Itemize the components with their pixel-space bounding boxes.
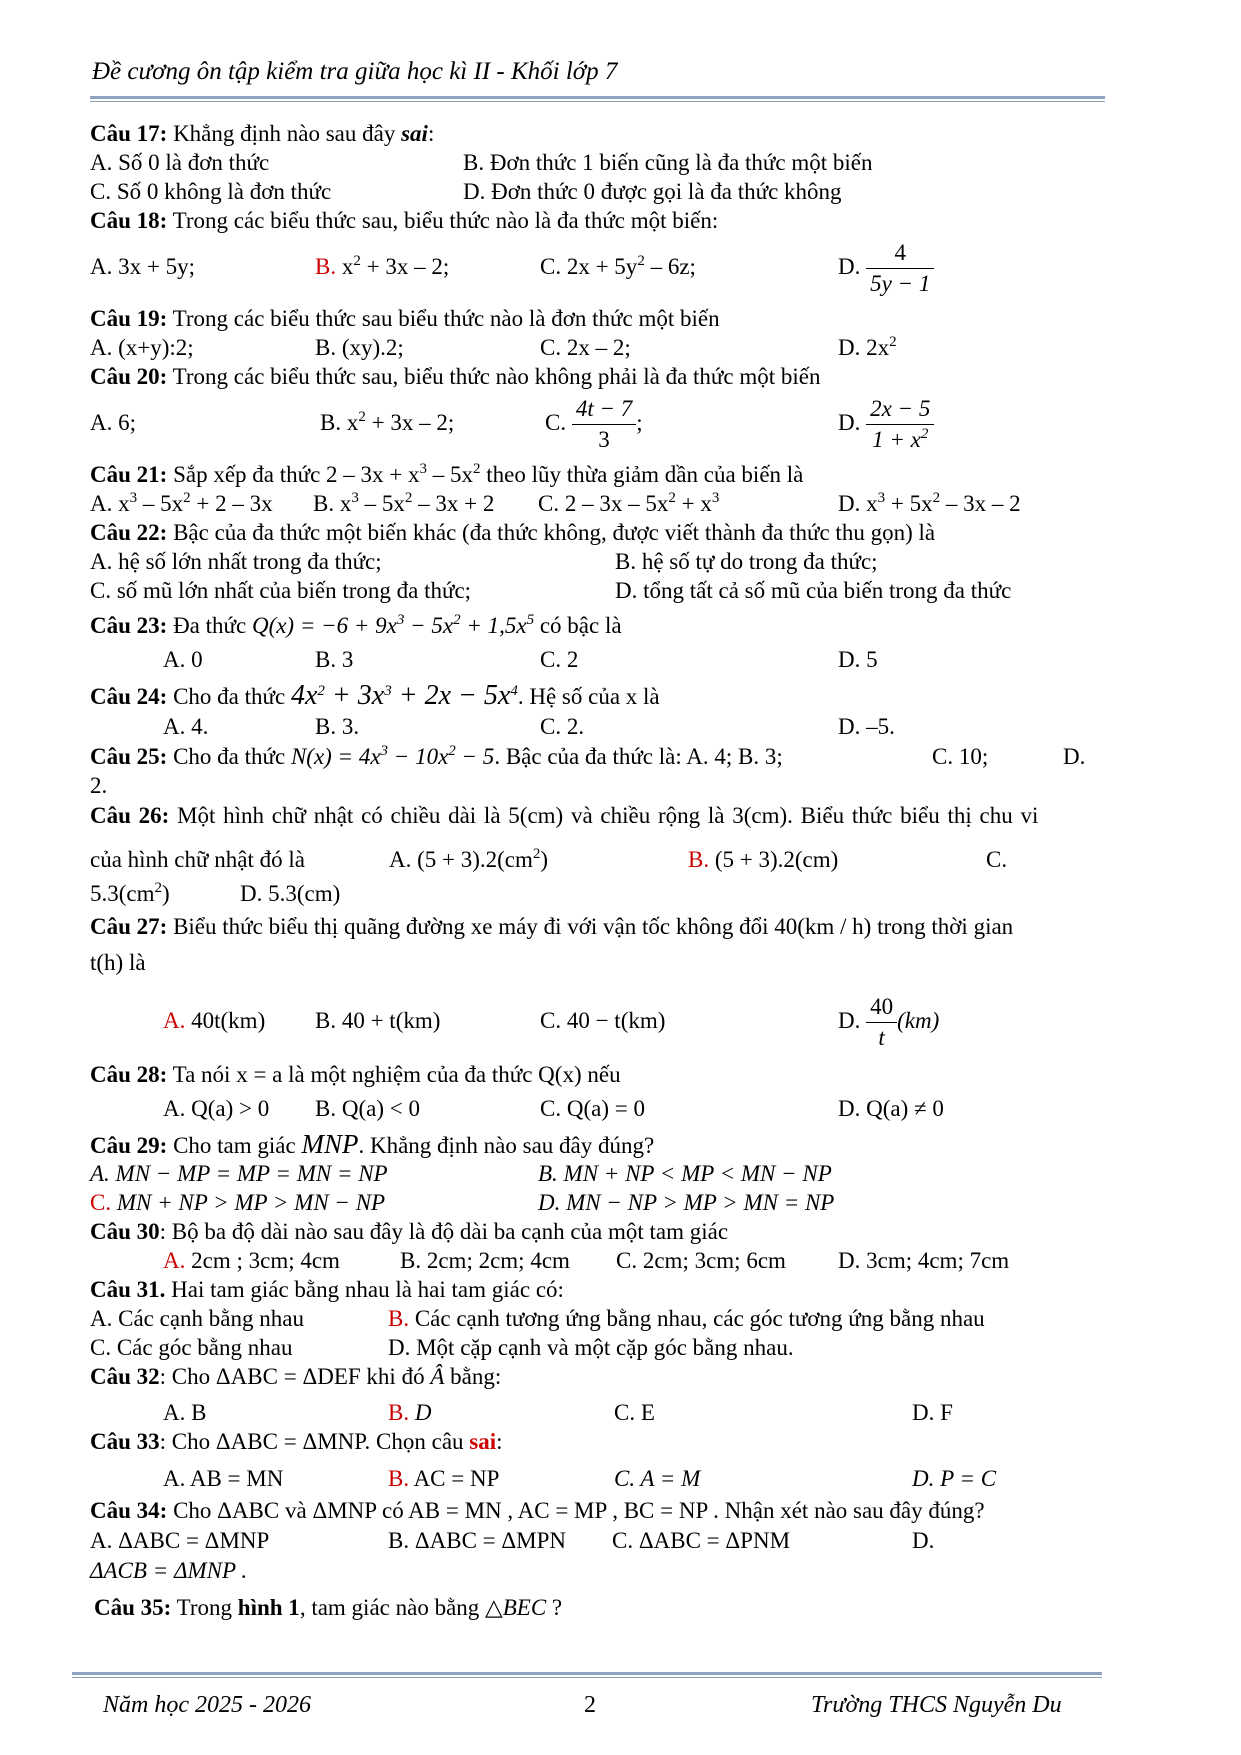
q28-text: Ta nói x = a là một nghiệm của đa thức Q(x) nếu — [172, 1062, 621, 1087]
q17-option-a: A. Số 0 là đơn thức — [90, 150, 270, 175]
q24-option-b: B. 3. — [315, 714, 360, 739]
q21-a-pre: A. x — [90, 491, 130, 516]
q29-c-text: MN + NP > MP > MN − NP — [111, 1190, 386, 1215]
q23-option-c: C. 2 — [540, 647, 579, 672]
q17-emph: sai — [401, 121, 428, 146]
q18-c-post: – 6z; — [644, 254, 696, 279]
q27-option-a — [163, 1007, 265, 1035]
q24-label: Câu 24: — [90, 684, 168, 709]
q21-question — [90, 461, 803, 489]
header-rule — [90, 96, 1105, 99]
q25-question — [90, 743, 783, 771]
q17-option-d: D. Đơn thức 0 được gọi là đa thức không — [463, 179, 842, 204]
footer-school: Trường THCS Nguyễn Du — [811, 1692, 1062, 1718]
q30-text: : Bộ ba độ dài nào sau đây là độ dài ba cạnh của một tam giác — [159, 1219, 729, 1244]
q26-c-exp: 2 — [154, 880, 163, 896]
q23-option-a: A. 0 — [163, 647, 203, 672]
q26-b-text: (5 + 3).2(cm) — [714, 847, 839, 872]
q33-question — [90, 1428, 503, 1456]
q21-a-exp2: 2 — [183, 490, 191, 506]
q33-option-a: A. AB = MN — [163, 1466, 284, 1491]
q21-d-exp2: 2 — [932, 490, 941, 506]
q18-question — [90, 207, 718, 235]
q21-option-b — [313, 490, 494, 518]
q26-text: Một hình chữ nhật có chiều dài là 5(cm) và chiều rộng là 3(cm). Biểu thức biểu thị chu vi — [177, 803, 1039, 828]
q25-option-d: D. — [1063, 744, 1086, 769]
q20-option-d — [838, 392, 934, 455]
q25-expr-pre: N(x) = 4x — [290, 744, 381, 769]
q22-label: Câu 22: — [90, 520, 168, 545]
q18-option-d — [838, 236, 934, 299]
footer-rule-thin — [72, 1677, 1102, 1678]
q21-option-a — [90, 490, 273, 518]
q29-option-a: A. MN − MP = MP = MN = NP — [90, 1161, 388, 1186]
q29-option-c — [90, 1189, 385, 1217]
q33-emph: sai — [469, 1429, 497, 1454]
q18-b-post: + 3x – 2; — [360, 254, 450, 279]
q25-text-pre: Cho đa thức — [173, 744, 291, 769]
q23-expr — [252, 613, 534, 638]
footer-year: Năm học 2025 - 2026 — [103, 1692, 311, 1718]
q19-label: Câu 19: — [90, 306, 168, 331]
q18-c-exp: 2 — [637, 253, 645, 269]
q18-d-fraction — [866, 238, 934, 299]
q28-option-d: D. Q(a) ≠ 0 — [838, 1096, 944, 1121]
q34-option-a: A. ΔABC = ΔMNP — [90, 1528, 270, 1553]
q32-option-c: C. E — [614, 1400, 655, 1425]
q35-question — [94, 1594, 562, 1622]
q24-exp3: 4 — [510, 683, 518, 699]
q27-option-b: B. 40 + t(km) — [315, 1008, 441, 1033]
q25-expr-mid: − 10x — [388, 744, 449, 769]
q24-e3: + 2x − 5x — [391, 680, 511, 711]
q21-c-pre: C. 2 – 3x – 5x — [538, 491, 669, 516]
q18-b-letter: B. — [315, 254, 337, 279]
q27-a-text: 40t(km) — [191, 1008, 266, 1033]
q30-a-text: 2cm ; 3cm; 4cm — [185, 1248, 340, 1273]
q35-text-post: , tam giác nào bằng — [299, 1595, 486, 1620]
q18-c-pre: C. 2x + 5y — [540, 254, 638, 279]
q20-d-den — [866, 425, 934, 455]
q17-option-c: C. Số 0 không là đơn thức — [90, 179, 332, 204]
q29-question — [90, 1130, 654, 1160]
q28-question — [90, 1061, 621, 1089]
q31-question — [90, 1276, 564, 1304]
q20-b-exp: 2 — [358, 409, 366, 425]
q19-option-c: C. 2x – 2; — [540, 335, 631, 360]
q17-option-b: B. Đơn thức 1 biến cũng là đa thức một biến — [463, 150, 873, 175]
q24-text-post: . Hệ số của x là — [517, 684, 660, 709]
q18-d-letter: D. — [838, 254, 861, 279]
q25-option-c: C. 10; — [932, 744, 989, 769]
q22-option-a: A. hệ số lớn nhất trong đa thức; — [90, 549, 382, 574]
q32-option-b — [388, 1399, 431, 1427]
q21-d-pre: D. x — [838, 491, 878, 516]
q31-option-c: C. Các góc bằng nhau — [90, 1335, 293, 1360]
q22-question — [90, 519, 935, 547]
q27-d-fraction — [866, 992, 897, 1053]
q24-exp1: 2 — [317, 683, 325, 699]
q32-b-letter: B. — [388, 1400, 410, 1425]
q27-d-den: t — [878, 1025, 885, 1051]
q27-question — [90, 913, 1013, 941]
q27-option-c: C. 40 − t(km) — [540, 1008, 666, 1033]
q24-option-c: C. 2. — [540, 714, 585, 739]
q26-option-c-value — [90, 880, 170, 908]
q20-d-fraction — [866, 394, 934, 455]
q34-option-d: D. — [912, 1528, 935, 1553]
q25-text-post: . Bậc của đa thức là: A. 4; B. 3; — [494, 744, 783, 769]
q34-option-d-value: ΔACB = ΔMNP . — [90, 1558, 248, 1583]
q18-text: Trong các biểu thức sau, biểu thức nào là đa thức một biến: — [172, 208, 719, 233]
q30-option-d: D. 3cm; 4cm; 7cm — [838, 1248, 1010, 1273]
q20-d-num: 2x − 5 — [866, 394, 934, 425]
q32-option-d: D. F — [912, 1400, 953, 1425]
q22-option-d: D. tổng tất cả số mũ của biến trong đa thức — [615, 578, 1012, 603]
q29-option-d: D. MN − NP > MP > MN = NP — [538, 1190, 835, 1215]
q21-a-post: + 2 – 3x — [190, 491, 273, 516]
q21-b-post: – 3x + 2 — [412, 491, 495, 516]
q18-d-den: 5y − 1 — [870, 271, 931, 297]
q26-a-text: A. (5 + 3).2(cm — [389, 847, 533, 872]
header-rule-thin — [90, 101, 1105, 102]
q32-text-post: bằng: — [444, 1364, 502, 1389]
q31-b-text: Các cạnh tương ứng bằng nhau, các góc tương ứng bằng nhau — [409, 1306, 985, 1331]
q34-text: Cho ΔABC và ΔMNP có AB = MN , AC = MP , BC = NP . Nhận xét nào sau đây đúng? — [173, 1498, 985, 1523]
q18-b-pre: x — [341, 254, 354, 279]
q21-a-mid: – 5x — [137, 491, 184, 516]
q19-question — [90, 305, 720, 333]
footer-page-number: 2 — [584, 1692, 596, 1718]
q21-d-post: – 3x – 2 — [940, 491, 1021, 516]
q32-text-pre: : Cho ΔABC = ΔDEF khi đó — [159, 1364, 431, 1389]
q23-exp2: 2 — [453, 612, 461, 628]
q29-text-pre: Cho tam giác — [173, 1133, 302, 1158]
q24-e1: 4x — [290, 680, 318, 711]
q27-d-num: 40 — [866, 992, 897, 1023]
q35-emph: hình 1 — [237, 1595, 300, 1620]
q21-c-post: + x — [675, 491, 712, 516]
q35-q: ? — [546, 1595, 563, 1620]
q23-expr-mid1: − 5x — [404, 613, 454, 638]
q33-colon: : — [496, 1429, 503, 1454]
q18-option-a: A. 3x + 5y; — [90, 254, 195, 279]
q20-d-den-text: 1 + x — [872, 427, 921, 453]
q31-text: Hai tam giác bằng nhau là hai tam giác có: — [165, 1277, 564, 1302]
q22-option-c: C. số mũ lớn nhất của biến trong đa thức; — [90, 578, 472, 603]
q34-label: Câu 34: — [90, 1498, 168, 1523]
q20-c-letter: C. — [545, 410, 567, 435]
q21-text-pre: Sắp xếp đa thức 2 – 3x + x — [173, 462, 420, 487]
q26-option-c: C. — [986, 847, 1008, 872]
q19-d-text: D. 2x — [838, 335, 890, 360]
q23-option-d: D. 5 — [838, 647, 878, 672]
q23-exp1: 3 — [396, 612, 405, 628]
q25-expr — [291, 744, 494, 769]
q23-expr-mid2: + 1,5x — [460, 613, 527, 638]
q23-exp3: 5 — [526, 612, 535, 628]
q25-exp2: 2 — [448, 743, 456, 759]
q19-option-b: B. (xy).2; — [315, 335, 404, 360]
q19-option-a: A. (x+y):2; — [90, 335, 194, 360]
q31-b-letter: B. — [388, 1306, 410, 1331]
q20-d-letter: D. — [838, 410, 861, 435]
q31-option-b — [388, 1305, 985, 1333]
q21-d-exp1: 3 — [877, 490, 886, 506]
q28-option-a: A. Q(a) > 0 — [163, 1096, 270, 1121]
q18-b-exp: 2 — [353, 253, 361, 269]
q21-text-post: theo lũy thừa giảm dần của biến là — [480, 462, 804, 487]
q20-d-exp: 2 — [920, 426, 929, 443]
q24-e2: + 3x — [324, 680, 385, 711]
q30-question — [90, 1218, 728, 1246]
q26-c-val: 5.3(cm — [90, 881, 155, 906]
q21-c-exp2: 3 — [711, 490, 720, 506]
q21-option-d — [838, 490, 1021, 518]
q23-text-pre: Đa thức — [173, 613, 252, 638]
q21-d-mid: + 5x — [885, 491, 933, 516]
q19-option-d — [838, 334, 897, 362]
q20-label: Câu 20: — [90, 364, 168, 389]
q27-d-letter: D. — [838, 1008, 861, 1033]
q35-triangle: △BEC — [485, 1595, 547, 1620]
q21-exp1: 3 — [419, 461, 428, 477]
q21-c-exp1: 2 — [668, 490, 676, 506]
q26-c-end: ) — [162, 881, 170, 906]
q17-text: Khẳng định nào sau đây — [173, 121, 402, 146]
q26-option-a — [389, 846, 548, 874]
q30-label: Câu 30 — [90, 1219, 160, 1244]
q19-d-exp: 2 — [889, 334, 897, 350]
q26-a-exp: 2 — [532, 846, 541, 862]
q23-expr-pre: Q(x) = −6 + 9x — [251, 613, 397, 638]
q34-question — [90, 1497, 985, 1525]
q27-option-d — [838, 990, 939, 1053]
q27-text: Biểu thức biểu thị quãng đường xe máy đi với vận tốc không đổi 40(km / h) trong thời gian — [173, 914, 1014, 939]
q31-option-d: D. Một cặp cạnh và một cặp góc bằng nhau. — [388, 1335, 794, 1360]
q25-exp1: 3 — [380, 743, 389, 759]
q27-d-unit: (km) — [897, 1008, 940, 1033]
q20-b-pre: B. x — [320, 410, 359, 435]
q26-option-d: D. 5.3(cm) — [240, 881, 341, 906]
q25-label: Câu 25: — [90, 744, 168, 769]
q29-label: Câu 29: — [90, 1133, 168, 1158]
q21-option-c — [538, 490, 719, 518]
q26-text2: của hình chữ nhật đó là — [90, 847, 305, 872]
q22-text: Bậc của đa thức một biến khác (đa thức không, được viết thành đa thức thu gọn) là — [167, 520, 936, 545]
footer-rule — [72, 1672, 1102, 1675]
q20-c-den: 3 — [598, 427, 610, 453]
q32-question — [90, 1363, 501, 1391]
q30-option-c: C. 2cm; 3cm; 6cm — [616, 1248, 786, 1273]
q23-label: Câu 23: — [90, 613, 168, 638]
q25-option-d-value: 2. — [90, 773, 108, 798]
q20-option-a: A. 6; — [90, 410, 136, 435]
q23-option-b: B. 3 — [315, 647, 354, 672]
q20-option-c — [545, 392, 643, 455]
q20-c-fraction — [572, 394, 636, 455]
q20-option-b — [320, 409, 454, 437]
page-header: Đề cương ôn tập kiểm tra giữa học kì II - Khối lớp 7 — [92, 58, 618, 85]
q27-label: Câu 27: — [90, 914, 168, 939]
q27-text2: t(h) là — [90, 950, 146, 975]
q33-option-c: C. A = M — [614, 1466, 701, 1491]
q31-option-a: A. Các cạnh bằng nhau — [90, 1306, 304, 1331]
q21-a-exp1: 3 — [129, 490, 138, 506]
q24-text-pre: Cho đa thức — [173, 684, 291, 709]
q20-b-post: + 3x – 2; — [365, 410, 455, 435]
q33-text: : Cho ΔABC = ΔMNP. Chọn câu — [159, 1429, 470, 1454]
q26-option-b — [688, 846, 838, 874]
q25-expr-post: − 5 — [455, 744, 495, 769]
q21-label: Câu 21: — [90, 462, 168, 487]
q22-option-b: B. hệ số tự do trong đa thức; — [615, 549, 878, 574]
q32-label: Câu 32 — [90, 1364, 160, 1389]
q24-exp2: 3 — [384, 683, 392, 699]
q17-question — [90, 120, 434, 148]
q35-text-pre: Trong — [171, 1595, 238, 1620]
q33-b-text: AC = NP — [409, 1466, 500, 1491]
q21-text-mid: – 5x — [427, 462, 474, 487]
q20-text: Trong các biểu thức sau, biểu thức nào không phải là đa thức một biến — [172, 364, 821, 389]
q21-b-exp1: 3 — [351, 490, 359, 506]
q21-exp2: 2 — [473, 461, 481, 477]
q18-label: Câu 18: — [90, 208, 168, 233]
q26-b-letter: B. — [688, 847, 710, 872]
q23-text-post: có bậc là — [534, 613, 622, 638]
q29-triangle: MNP — [301, 1129, 359, 1159]
q35-label: Câu 35: — [94, 1595, 172, 1620]
q20-question — [90, 363, 820, 391]
q24-option-a: A. 4. — [163, 714, 209, 739]
q32-angle: Â — [430, 1364, 445, 1389]
q21-b-mid: – 5x — [358, 491, 405, 516]
q32-option-a: A. B — [163, 1400, 207, 1425]
q30-option-a — [163, 1247, 340, 1275]
q24-question — [90, 682, 660, 711]
q23-question — [90, 612, 622, 640]
q26-a-end: ) — [540, 847, 549, 872]
q26-question — [90, 802, 1038, 830]
q30-a-letter: A. — [163, 1248, 186, 1273]
q18-option-c — [540, 253, 696, 281]
q30-option-b: B. 2cm; 2cm; 4cm — [400, 1248, 570, 1273]
q18-d-num: 4 — [866, 238, 934, 269]
q18-option-b — [315, 253, 449, 281]
q31-label: Câu 31. — [90, 1277, 166, 1302]
q24-expr — [291, 680, 518, 711]
q21-b-pre: B. x — [313, 491, 352, 516]
q27-a-letter: A. — [163, 1008, 186, 1033]
q24-option-d: D. –5. — [838, 714, 895, 739]
q33-label: Câu 33 — [90, 1429, 160, 1454]
q28-option-c: C. Q(a) = 0 — [540, 1096, 645, 1121]
q17-label: Câu 17: — [90, 121, 168, 146]
q29-option-b: B. MN + NP < MP < MN − NP — [538, 1161, 832, 1186]
q29-text-post: . Khẳng định nào sau đây đúng? — [358, 1133, 655, 1158]
q34-option-b: B. ΔABC = ΔMPN — [388, 1528, 567, 1553]
q19-text: Trong các biểu thức sau biểu thức nào là đơn thức một biến — [172, 306, 720, 331]
q33-b-letter: B. — [388, 1466, 410, 1491]
q28-option-b: B. Q(a) < 0 — [315, 1096, 420, 1121]
q21-b-exp2: 2 — [404, 490, 413, 506]
q28-label: Câu 28: — [90, 1062, 168, 1087]
q33-option-d: D. P = C — [912, 1466, 997, 1491]
q26-label: Câu 26: — [90, 803, 170, 828]
q29-c-letter: C. — [90, 1190, 112, 1215]
q34-option-c: C. ΔABC = ΔPNM — [612, 1528, 791, 1553]
q20-c-semi: ; — [636, 410, 643, 435]
q32-b-text: D — [414, 1400, 432, 1425]
q33-option-b — [388, 1465, 499, 1493]
q17-colon: : — [427, 121, 435, 146]
q20-c-num: 4t − 7 — [572, 394, 636, 425]
